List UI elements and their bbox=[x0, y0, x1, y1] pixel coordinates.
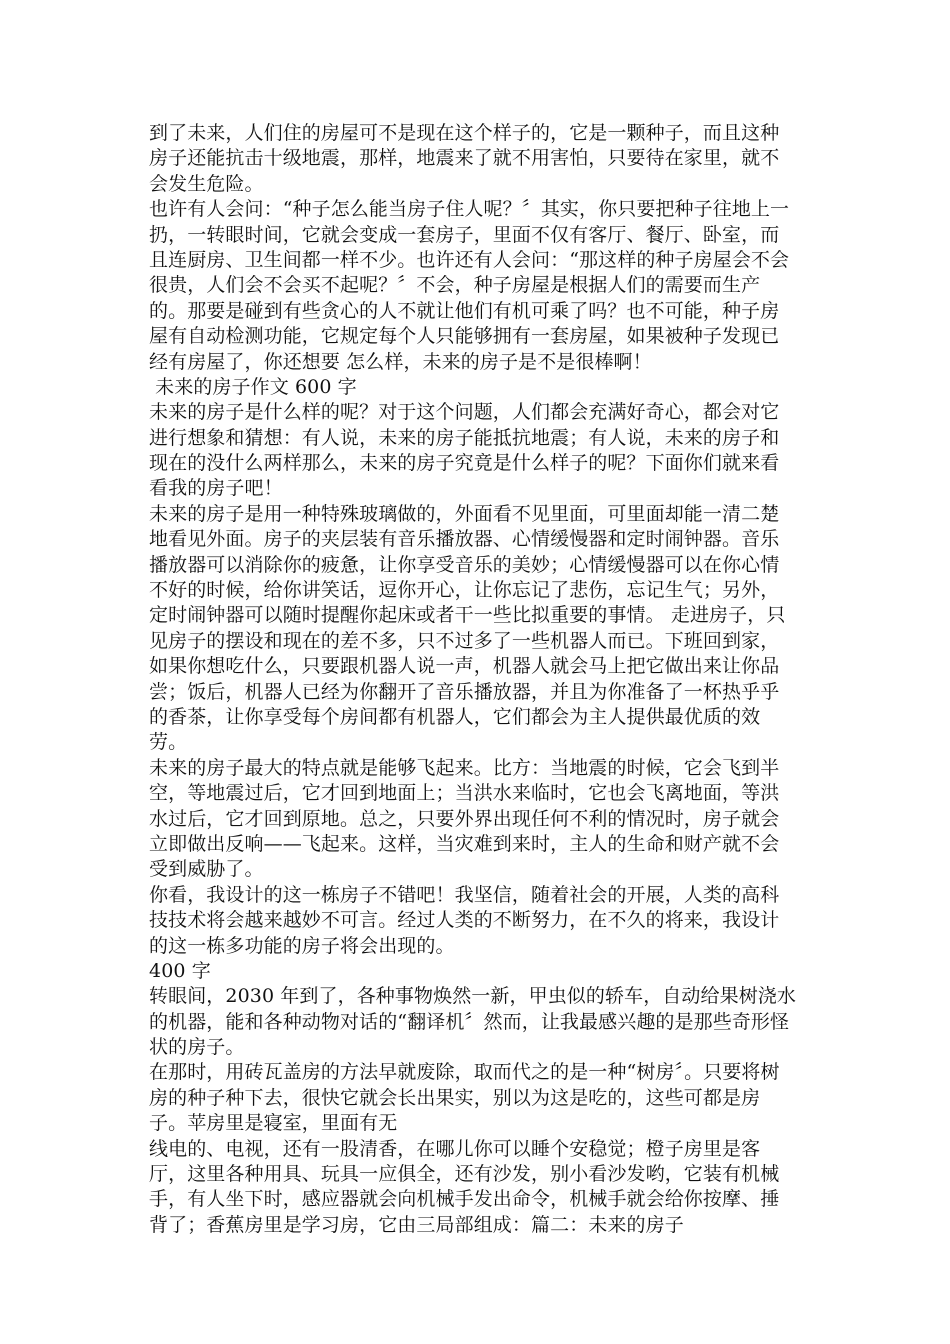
text-line: 厅，这里各种用具、玩具一应俱全，还有沙发，别小看沙发哟，它装有机械 bbox=[149, 1163, 780, 1186]
text-line: 且连厨房、卫生间都一样不少。也许还有人会问：“那这样的种子房屋会不会 bbox=[149, 248, 790, 271]
text-line: 现在的没什么两样那么，未来的房子究竟是什么样子的呢？下面你们就来看 bbox=[149, 452, 780, 475]
text-line: 转眼间，2030 年到了，各种事物焕然一新，甲虫似的轿车，自动给果树浇水 bbox=[149, 985, 796, 1008]
text-line: 状的房子。 bbox=[149, 1036, 245, 1059]
text-line: 看我的房子吧！ bbox=[149, 477, 283, 500]
text-line: 经有房屋了，你还想要 怎么样，未来的房子是不是很棒啊！ bbox=[149, 350, 652, 373]
text-line: 空，等地震过后，它才回到地面上；当洪水来临时，它也会飞离地面，等洪 bbox=[149, 782, 780, 805]
text-line: 地看见外面。房子的夹层装有音乐播放器、心情缓慢器和定时闹钟器。音乐 bbox=[149, 528, 780, 551]
text-line: 很贵，人们会不会买不起呢？〞不会，种子房屋是根据人们的需要而生产 bbox=[149, 274, 761, 297]
text-line: 手，有人坐下时，感应器就会向机械手发出命令，机械手就会给你按摩、捶 bbox=[149, 1188, 780, 1211]
text-line: 会发生危险。 bbox=[149, 172, 264, 195]
text-line: 劳。 bbox=[149, 731, 188, 754]
text-line: 的这一栋多功能的房子将会出现的。 bbox=[149, 934, 455, 957]
text-line: 进行想象和猜想：有人说，未来的房子能抵抗地震；有人说，未来的房子和 bbox=[149, 426, 780, 449]
text-line: 你看，我设计的这一栋房子不错吧！我坚信，随着社会的开展，人类的高科 bbox=[149, 883, 780, 906]
text-line: 未来的房子是用一种特殊玻璃做的，外面看不见里面，可里面却能一清二楚 bbox=[149, 502, 780, 525]
text-line: 未来的房子最大的特点就是能够飞起来。比方：当地震的时候，它会飞到半 bbox=[149, 756, 780, 779]
text-line: 受到威胁了。 bbox=[149, 858, 264, 881]
text-line: 尝；饭后，机器人已经为你翻开了音乐播放器，并且为你准备了一杯热乎乎 bbox=[149, 680, 780, 703]
section-heading: 400 字 bbox=[149, 959, 211, 982]
text-line: 房的种子种下去，很快它就会长出果实，别以为这是吃的，这些可都是房 bbox=[149, 1086, 761, 1109]
text-line: 不好的时候，给你讲笑话，逗你开心，让你忘记了悲伤，忘记生气；另外， bbox=[149, 579, 780, 602]
text-line: 如果你想吃什么，只要跟机器人说一声，机器人就会马上把它做出来让你品 bbox=[149, 655, 780, 678]
essay-text-block bbox=[149, 121, 799, 1238]
text-line: 的。那要是碰到有些贪心的人不就让他们有机可乘了吗？也不可能，种子房 bbox=[149, 299, 780, 322]
text-line: 也许有人会问：“种子怎么能当房子住人呢？〞其实，你只要把种子往地上一 bbox=[149, 198, 790, 221]
text-line: 见房子的摆设和现在的差不多，只不过多了一些机器人而已。下班回到家， bbox=[149, 629, 780, 652]
text-line: 定时闹钟器可以随时提醒你起床或者干一些比拟重要的事情。 走进房子，只 bbox=[149, 604, 786, 627]
text-line: 扔，一转眼时间，它就会变成一套房子，里面不仅有客厅、餐厅、卧室，而 bbox=[149, 223, 780, 246]
text-line: 线电的、电视，还有一股清香，在哪儿你可以睡个安稳觉；橙子房里是客 bbox=[149, 1137, 761, 1160]
text-line: 到了未来，人们住的房屋可不是现在这个样子的，它是一颗种子，而且这种 bbox=[149, 122, 780, 144]
text-line: 水过后，它才回到原地。总之，只要外界出现任何不利的情况时，房子就会 bbox=[149, 807, 780, 830]
text-line: 立即做出反响——飞起来。这样，当灾难到来时，主人的生命和财产就不会 bbox=[149, 832, 780, 855]
text-line: 房子还能抗击十级地震，那样，地震来了就不用害怕，只要待在家里，就不 bbox=[149, 147, 780, 170]
text-line: 背了；香蕉房里是学习房，它由三局部组成：篇二：未来的房子 bbox=[149, 1213, 684, 1236]
text-line: 播放器可以消除你的疲惫，让你享受音乐的美妙；心情缓慢器可以在你心情 bbox=[149, 553, 780, 576]
text-line: 屋有自动检测功能，它规定每个人只能够拥有一套房屋，如果被种子发现已 bbox=[149, 325, 780, 348]
text-line: 在那时，用砖瓦盖房的方法早就废除，取而代之的是一种“树房〞。只要将树 bbox=[149, 1061, 780, 1084]
text-line: 的机器，能和各种动物对话的“翻译机〞然而，让我最感兴趣的是那些奇形怪 bbox=[149, 1010, 790, 1033]
section-heading: 未来的房子作文 600 字 bbox=[149, 375, 357, 398]
text-line: 未来的房子是什么样的呢？对于这个问题，人们都会充满好奇心，都会对它 bbox=[149, 401, 780, 424]
text-line: 子。苹房里是寝室，里面有无 bbox=[149, 1112, 398, 1135]
text-line: 技技术将会越来越妙不可言。经过人类的不断努力，在不久的将来，我设计 bbox=[149, 909, 780, 932]
text-line: 的香茶，让你享受每个房间都有机器人，它们都会为主人提供最优质的效 bbox=[149, 705, 761, 728]
